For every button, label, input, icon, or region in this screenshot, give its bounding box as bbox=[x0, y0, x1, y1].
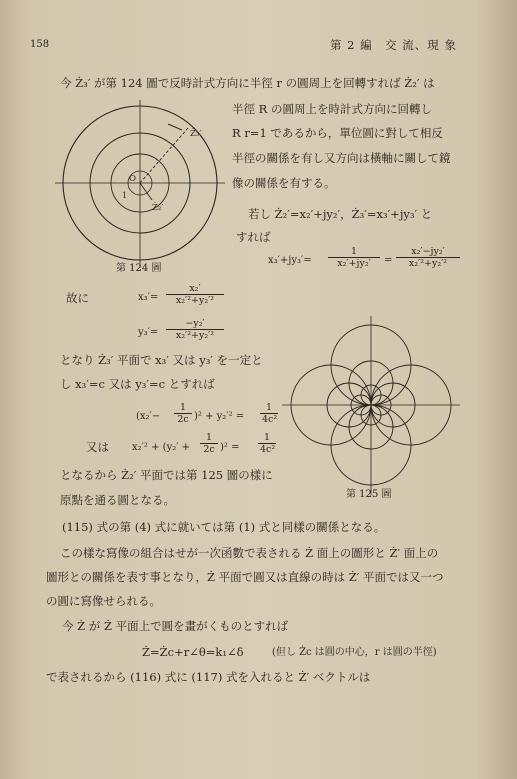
eq1-den2: x₂′²+y₂′² bbox=[408, 258, 448, 269]
para5: (115) 式の第 (4) 式に就いては第 (1) 式と同樣の關係となる。 bbox=[62, 520, 386, 534]
eq5-frac-num: 1 bbox=[200, 432, 218, 444]
para1-line3: R r=1 であるから，單位圓に對して相反 bbox=[232, 126, 443, 140]
para1-line1: 今 Ż₃′ が第 124 圖で反時計式方向に半徑 r の圓周上を回轉すれば Ż₂′ は bbox=[60, 76, 435, 90]
eq4-part-a: (x₂′− bbox=[136, 411, 161, 422]
para4-line2: 原點を通る圓となる。 bbox=[60, 493, 175, 507]
eq6-note: (但し Żc は圓の中心，r は圓の半徑) bbox=[272, 647, 437, 658]
para6-line1: この樣な寫像の組合はせが一次函數で表される Ż 面上の圖形と Ż′ 面上の bbox=[60, 546, 439, 560]
eq4-part-b: )² + y₂′² = bbox=[194, 411, 245, 422]
eq4-rhs-num: 1 bbox=[260, 402, 278, 414]
para2-line1: 若し Ż₂′=x₂′+jy₂′，Ż₃′=x₃′+jy₃′ と bbox=[248, 207, 433, 221]
fig124-caption: 第 124 圖 bbox=[116, 263, 162, 274]
para8: で表されるから (116) 式に (117) 式を入れると Ż′ ベクトルは bbox=[46, 670, 371, 684]
fig124-label-one: 1 bbox=[122, 191, 128, 200]
eq6: Ż=Żc+r∠θ=k₁∠δ bbox=[142, 645, 244, 659]
page-number: 158 bbox=[30, 39, 50, 50]
eq1-den1: x₂′+jy₂′ bbox=[337, 258, 371, 269]
para3-line1: となり Ż₃′ 平面で x₃′ 又は y₃′ を一定と bbox=[60, 353, 263, 367]
eq1-equals: = bbox=[384, 255, 393, 266]
fig124-label-origin: O bbox=[129, 174, 136, 184]
gyuni-label: 故に bbox=[66, 291, 89, 305]
para4-line1: となるから Ż₂′ 平面では第 125 圖の樣に bbox=[60, 468, 273, 482]
eq2-left: x₃′= bbox=[138, 292, 159, 303]
para1-line2: 半徑 R の圓周上を時計式方向に回轉し bbox=[232, 102, 432, 116]
para6-line2: 圖形との關係を表す事となり，Ż 平面で圓又は直線の時は Ż′ 平面では又一つ bbox=[46, 570, 444, 584]
mata-label: 又は bbox=[86, 440, 109, 454]
eq1-num1: 1 bbox=[328, 246, 380, 258]
fig125-caption: 第 125 圖 bbox=[346, 489, 392, 500]
eq2-den: x₂′²+y₂′² bbox=[175, 295, 215, 306]
fig124-label-z2: Ż₂′ bbox=[152, 203, 164, 213]
para7: 今 Ż が Ż 平面上で圓を畫がくものとすれば bbox=[62, 619, 289, 633]
eq1-left: x₃′+jy₃′= bbox=[268, 255, 312, 266]
eq5-part-b: )² = bbox=[220, 442, 240, 453]
chapter-heading: 第 2 編 交 流、現 象 bbox=[330, 38, 457, 52]
eq5-rhs-num: 1 bbox=[258, 432, 276, 444]
eq5-part-a: x₂′² + (y₂′ + bbox=[132, 442, 191, 453]
para1-line4: 半徑の關係を有し又方向は橫軸に關して鏡 bbox=[232, 151, 451, 165]
para6-line3: の圓に寫像せられる。 bbox=[46, 594, 161, 608]
para2-line2: すれば bbox=[236, 230, 271, 244]
eq5-frac-den: 2c bbox=[203, 444, 215, 455]
fig124-label-z3: Ż₃′ bbox=[190, 129, 202, 139]
para3-line2: し x₃′=c 又は y₃′=c とすれば bbox=[60, 377, 215, 391]
eq4-frac-num: 1 bbox=[174, 402, 192, 414]
eq4-frac-den: 2c bbox=[177, 414, 189, 425]
eq1-num2: x₂′−jy₂′ bbox=[396, 246, 460, 258]
eq4-rhs-den: 4c² bbox=[262, 414, 278, 425]
eq5-rhs-den: 4c² bbox=[260, 444, 276, 455]
eq3-num: −y₂′ bbox=[166, 318, 224, 330]
para1-line5: 像の關係を有する。 bbox=[232, 176, 336, 190]
eq3-left: y₃′= bbox=[138, 327, 159, 338]
eq2-num: x₂′ bbox=[166, 283, 224, 295]
eq3-den: x₂′²+y₂′² bbox=[175, 330, 215, 341]
